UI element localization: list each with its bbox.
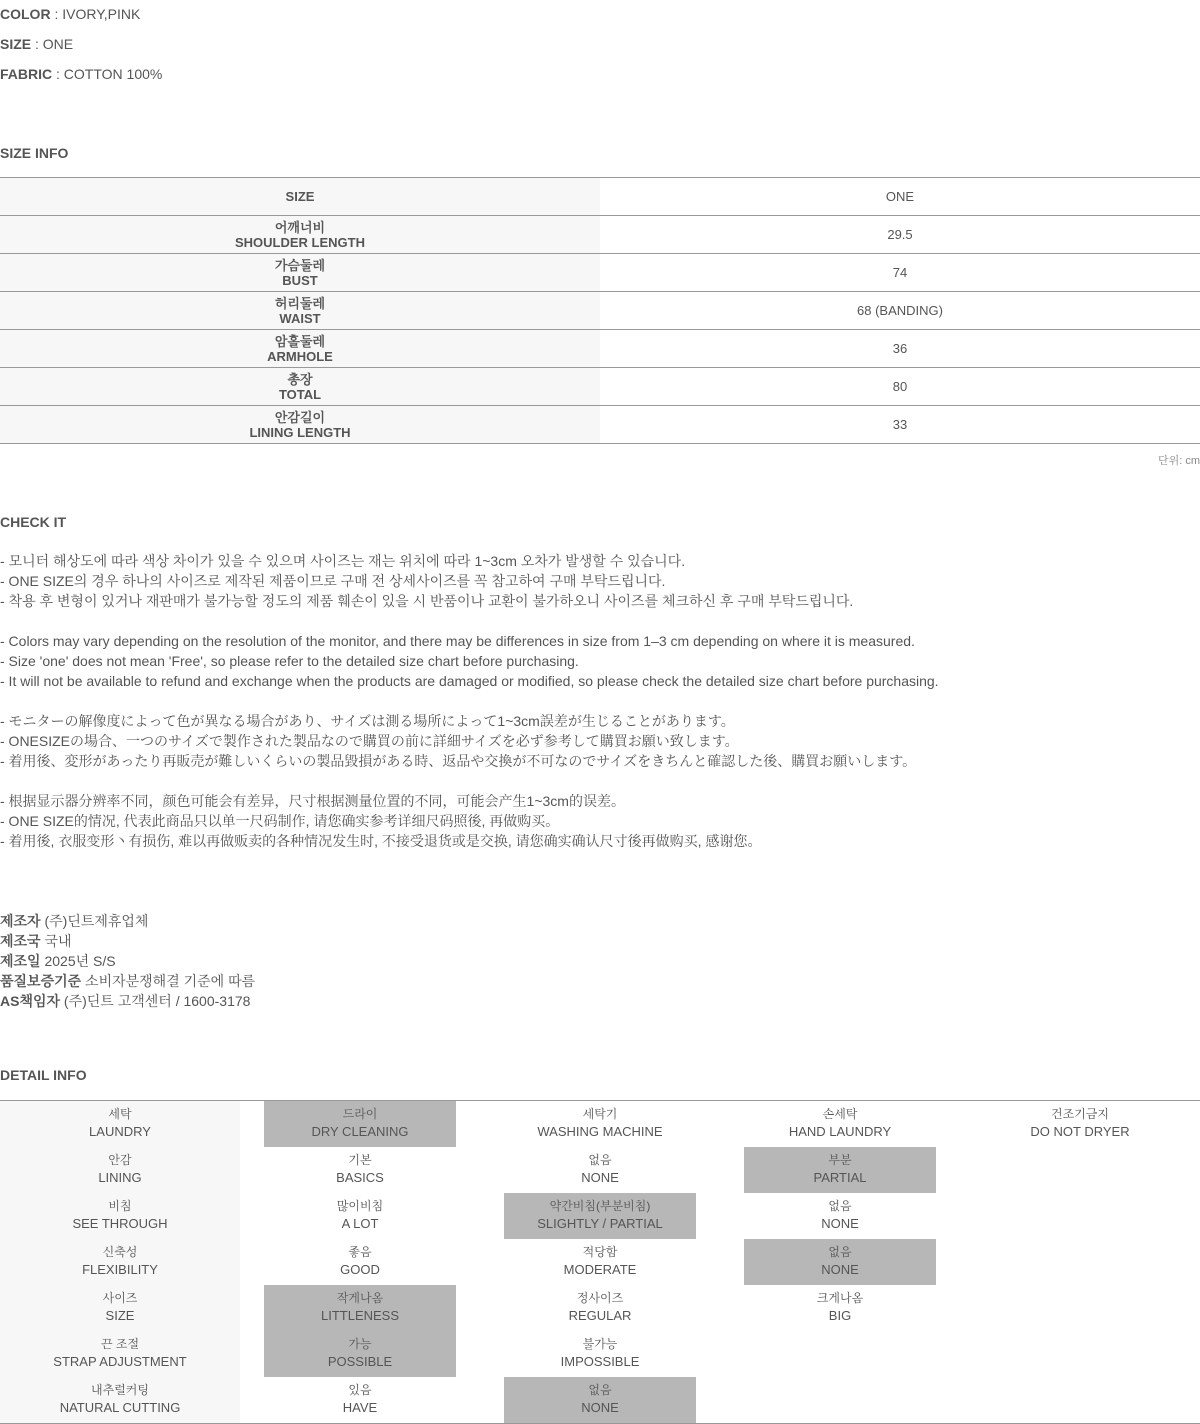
size-table-header [0,178,1200,216]
detail-option [480,1101,720,1147]
size-info-title: SIZE INFO [0,145,69,161]
maker-line: 제조자 (주)딘트제휴업체 [0,913,149,929]
detail-option [720,1101,960,1147]
measure-label: 허리둘레 WAIST [0,292,600,330]
detail-option-unselected: 없음 NONE [581,1153,619,1185]
detail-option-unselected: 손세탁 HAND LAUNDRY [788,1107,892,1139]
note-line [0,771,939,791]
detail-empty-cell [960,1147,1200,1193]
detail-row-label: 사이즈 SIZE [0,1285,240,1331]
check-it-notes [0,551,939,851]
measure-label: 어깨너비 SHOULDER LENGTH [0,216,600,254]
note-line: - 着用後、変形があったり再販売が難しいくらいの製品毀損がある時、返品や交換が不可なのでサイズをきちんと確認した後、購買お願いします。 [0,753,917,769]
note-line: - ONE SIZE的情况, 代表此商品只以单一尺码制作, 请您确实参考详细尺码照後, 再做购买。 [0,813,560,829]
spec-value: : COTTON 100% [52,66,163,82]
note-line: - モニターの解像度によって色が異なる場合があり、サイズは測る場所によって1~3cm誤差が生じることがあります。 [0,713,735,729]
note-line: - ONESIZEの場合、一つのサイズで製作された製品なので購買の前に詳細サイズを必ず参考して購買お願い致します。 [0,733,739,749]
detail-option-selected: 없음 NONE [504,1377,696,1423]
detail-option [480,1331,720,1377]
detail-option [240,1239,480,1285]
detail-option-unselected: 기본 BASICS [336,1153,384,1185]
detail-option [240,1377,480,1423]
note-line [0,691,939,711]
detail-option [480,1239,720,1285]
detail-empty-cell [960,1331,1200,1377]
table-row [0,254,1200,292]
table-row [0,406,1200,444]
detail-option [480,1147,720,1193]
measure-value: 80 [600,368,1200,406]
detail-row-laundry [0,1101,1200,1147]
detail-option [240,1285,480,1331]
note-line: - 着用後, 衣服变形丶有损伤, 难以再做贩卖的各种情况发生时, 不接受退货或是交换, 请您确实确认尺寸後再做购买, 感谢您。 [0,833,762,849]
detail-option [960,1101,1200,1147]
detail-option-unselected: 있음 HAVE [342,1383,378,1415]
size-header-label: SIZE [0,178,600,216]
detail-option-selected: 작게나옴 LITTLENESS [264,1285,456,1331]
table-row [0,330,1200,368]
detail-option-selected: 가능 POSSIBLE [264,1331,456,1377]
detail-empty-cell [960,1193,1200,1239]
detail-option [240,1147,480,1193]
measure-value: 74 [600,254,1200,292]
detail-row-natural-cutting [0,1377,1200,1423]
spec-size [0,36,73,52]
note-line: - 根据显示器分辨率不同，颜色可能会有差异，尺寸根据测量位置的不同，可能会产生1~3cm的误差。 [0,793,625,809]
measure-value: 36 [600,330,1200,368]
maker-line: 제조국 국내 [0,933,72,949]
measure-value: 29.5 [600,216,1200,254]
detail-option-selected: 약간비침(부분비침) SLIGHTLY / PARTIAL [504,1193,696,1239]
detail-option-unselected: 정사이즈 REGULAR [568,1291,632,1323]
detail-row-label: 비침 SEE THROUGH [0,1193,240,1239]
detail-empty-cell [960,1377,1200,1423]
detail-option [720,1147,960,1193]
maker-line: 제조일 2025년 S/S [0,953,116,969]
detail-empty-cell [720,1331,960,1377]
spec-key: FABRIC [0,66,53,82]
detail-row-strap-adjustment [0,1331,1200,1377]
note-line [0,611,939,631]
detail-option [240,1101,480,1147]
detail-option [240,1331,480,1377]
measure-value: 33 [600,406,1200,444]
spec-key: COLOR [0,6,51,22]
spec-color [0,6,140,22]
detail-option-unselected: 불가능 IMPOSSIBLE [560,1337,640,1369]
detail-row-label: 내추럴커팅 NATURAL CUTTING [0,1377,240,1423]
note-line: - Size 'one' does not mean 'Free', so please refer to the detailed size chart before purchasing. [0,653,579,669]
note-line: - ONE SIZE의 경우 하나의 사이즈로 제작된 제품이므로 구매 전 상세사이즈를 꼭 참고하여 구매 부탁드립니다. [0,573,666,589]
detail-option-unselected: 적당함 MODERATE [563,1245,637,1277]
detail-option [480,1377,720,1423]
detail-option [480,1285,720,1331]
note-line: - 착용 후 변형이 있거나 재판매가 불가능할 정도의 제품 훼손이 있을 시 반품이나 교환이 불가하오니 사이즈를 체크하신 후 구매 부탁드립니다. [0,593,854,609]
detail-empty-cell [960,1239,1200,1285]
note-line: - Colors may vary depending on the resolution of the monitor, and there may be differences in size from 1–3 cm depending on where it is measured. [0,633,915,649]
table-row [0,292,1200,330]
spec-value: : ONE [31,36,74,52]
spec-value: : IVORY,PINK [50,6,141,22]
detail-option-selected: 부분 PARTIAL [744,1147,936,1193]
check-it-title: CHECK IT [0,514,67,530]
detail-option [720,1193,960,1239]
detail-info-grid [0,1100,1200,1424]
size-table [0,177,1200,444]
measure-label: 가슴둘레 BUST [0,254,600,292]
detail-row-flexibility [0,1239,1200,1285]
detail-row-label: 세탁 LAUNDRY [0,1101,240,1147]
detail-option [240,1193,480,1239]
detail-option-unselected: 좋음 GOOD [340,1245,380,1277]
detail-row-label: 안감 LINING [0,1147,240,1193]
measure-value: 68 (BANDING) [600,292,1200,330]
manufacturer-info [0,911,255,1011]
detail-option-selected: 드라이 DRY CLEANING [264,1101,456,1147]
table-row [0,216,1200,254]
measure-label: 암홀둘레 ARMHOLE [0,330,600,368]
maker-line: AS책임자 (주)딘트 고객센터 / 1600-3178 [0,993,251,1009]
size-header-value: ONE [600,178,1200,216]
detail-option-unselected: 없음 NONE [821,1199,859,1231]
detail-option [720,1239,960,1285]
detail-option-unselected: 세탁기 WASHING MACHINE [537,1107,663,1139]
detail-row-label: 신축성 FLEXIBILITY [0,1239,240,1285]
detail-row-size [0,1285,1200,1331]
unit-note: 단위: cm [1157,455,1200,467]
note-line: - It will not be available to refund and exchange when the products are damaged or modified, so please check the detailed size chart before purchasing. [0,673,939,689]
detail-row-label: 끈 조절 STRAP ADJUSTMENT [0,1331,240,1377]
spec-fabric [0,66,162,82]
table-row [0,368,1200,406]
detail-option-selected: 없음 NONE [744,1239,936,1285]
detail-option [720,1285,960,1331]
measure-label: 총장 TOTAL [0,368,600,406]
detail-option-unselected: 건조기금지 DO NOT DRYER [1030,1107,1130,1139]
detail-row-lining [0,1147,1200,1193]
detail-info-title: DETAIL INFO [0,1067,87,1083]
detail-option-unselected: 많이비침 A LOT [336,1199,384,1231]
detail-option-unselected: 크게나옴 BIG [816,1291,864,1323]
detail-empty-cell [720,1377,960,1423]
maker-line: 품질보증기준 소비자분쟁해결 기준에 따름 [0,973,256,989]
spec-key: SIZE [0,36,32,52]
detail-empty-cell [960,1285,1200,1331]
detail-option [480,1193,720,1239]
note-line: - 모니터 해상도에 따라 색상 차이가 있을 수 있으며 사이즈는 재는 위치에 따라 1~3cm 오차가 발생할 수 있습니다. [0,553,686,569]
measure-label: 안감길이 LINING LENGTH [0,406,600,444]
detail-row-see-through [0,1193,1200,1239]
